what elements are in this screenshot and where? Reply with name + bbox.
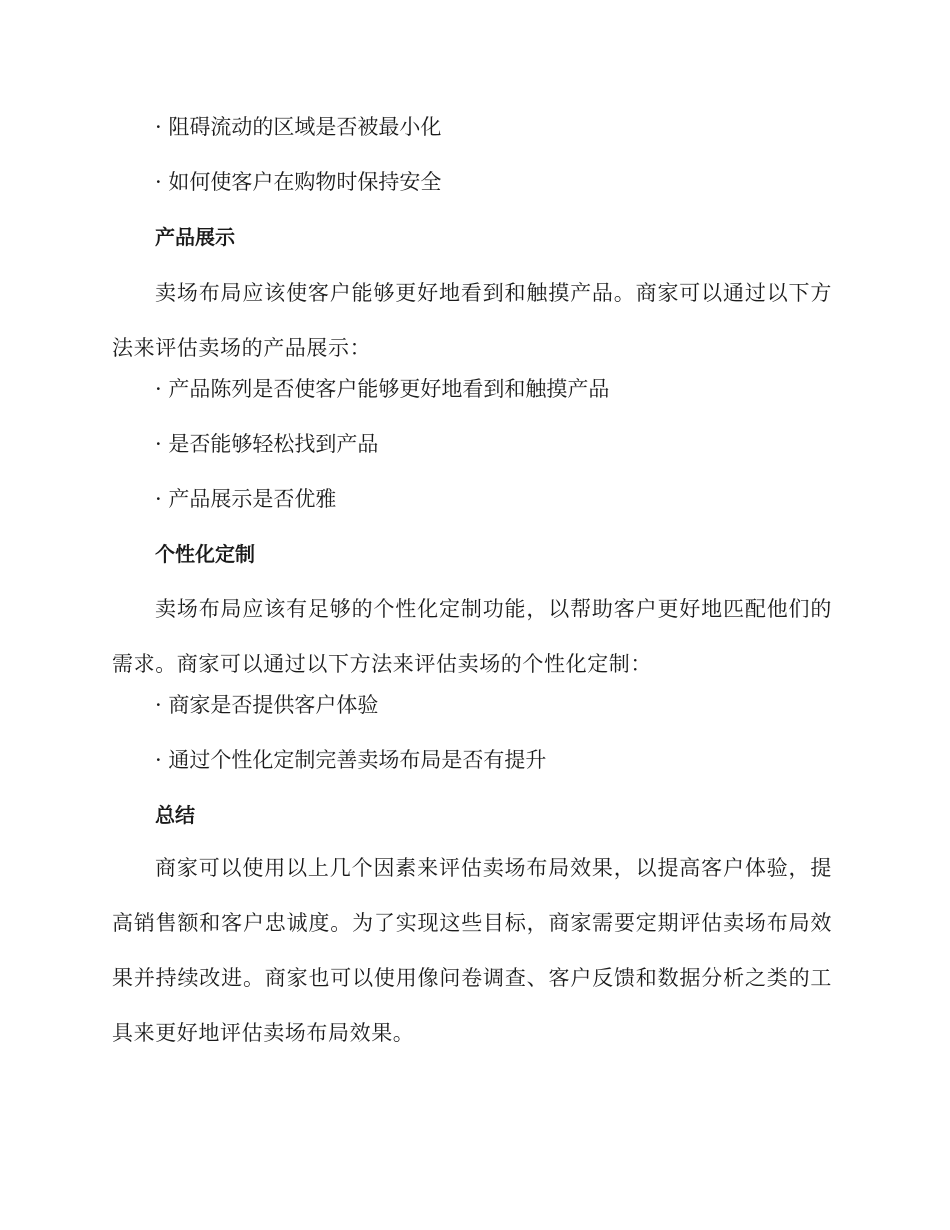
- bullet-item: · 产品陈列是否使客户能够更好地看到和触摸产品: [155, 377, 610, 401]
- section-paragraph-product: 卖场布局应该使客户能够更好地看到和触摸产品。商家可以通过以下方法来评估卖场的产品展示：: [112, 281, 832, 360]
- section-heading-custom: 个性化定制: [155, 542, 255, 566]
- section-paragraph-summary: 商家可以使用以上几个因素来评估卖场布局效果，以提高客户体验，提高销售额和客户忠诚度。为了实现这些目标，商家需要定期评估卖场布局效果并持续改进。商家也可以使用像问卷调查、客户反馈和数据分析之类的工具来更好地评估卖场布局效果。: [112, 856, 832, 1045]
- bullet-item: · 商家是否提供客户体验: [155, 693, 379, 717]
- section-heading-summary: 总结: [155, 803, 195, 827]
- section-heading-product: 产品展示: [155, 225, 235, 249]
- section-paragraph-custom: 卖场布局应该有足够的个性化定制功能，以帮助客户更好地匹配他们的需求。商家可以通过以下方法来评估卖场的个性化定制：: [112, 597, 832, 676]
- bullet-item: · 是否能够轻松找到产品: [155, 432, 379, 456]
- bullet-item: · 阻碍流动的区域是否被最小化: [155, 115, 442, 139]
- bullet-item: · 产品展示是否优雅: [155, 487, 337, 511]
- bullet-item: · 通过个性化定制完善卖场布局是否有提升: [155, 748, 547, 772]
- bullet-item: · 如何使客户在购物时保持安全: [155, 170, 442, 194]
